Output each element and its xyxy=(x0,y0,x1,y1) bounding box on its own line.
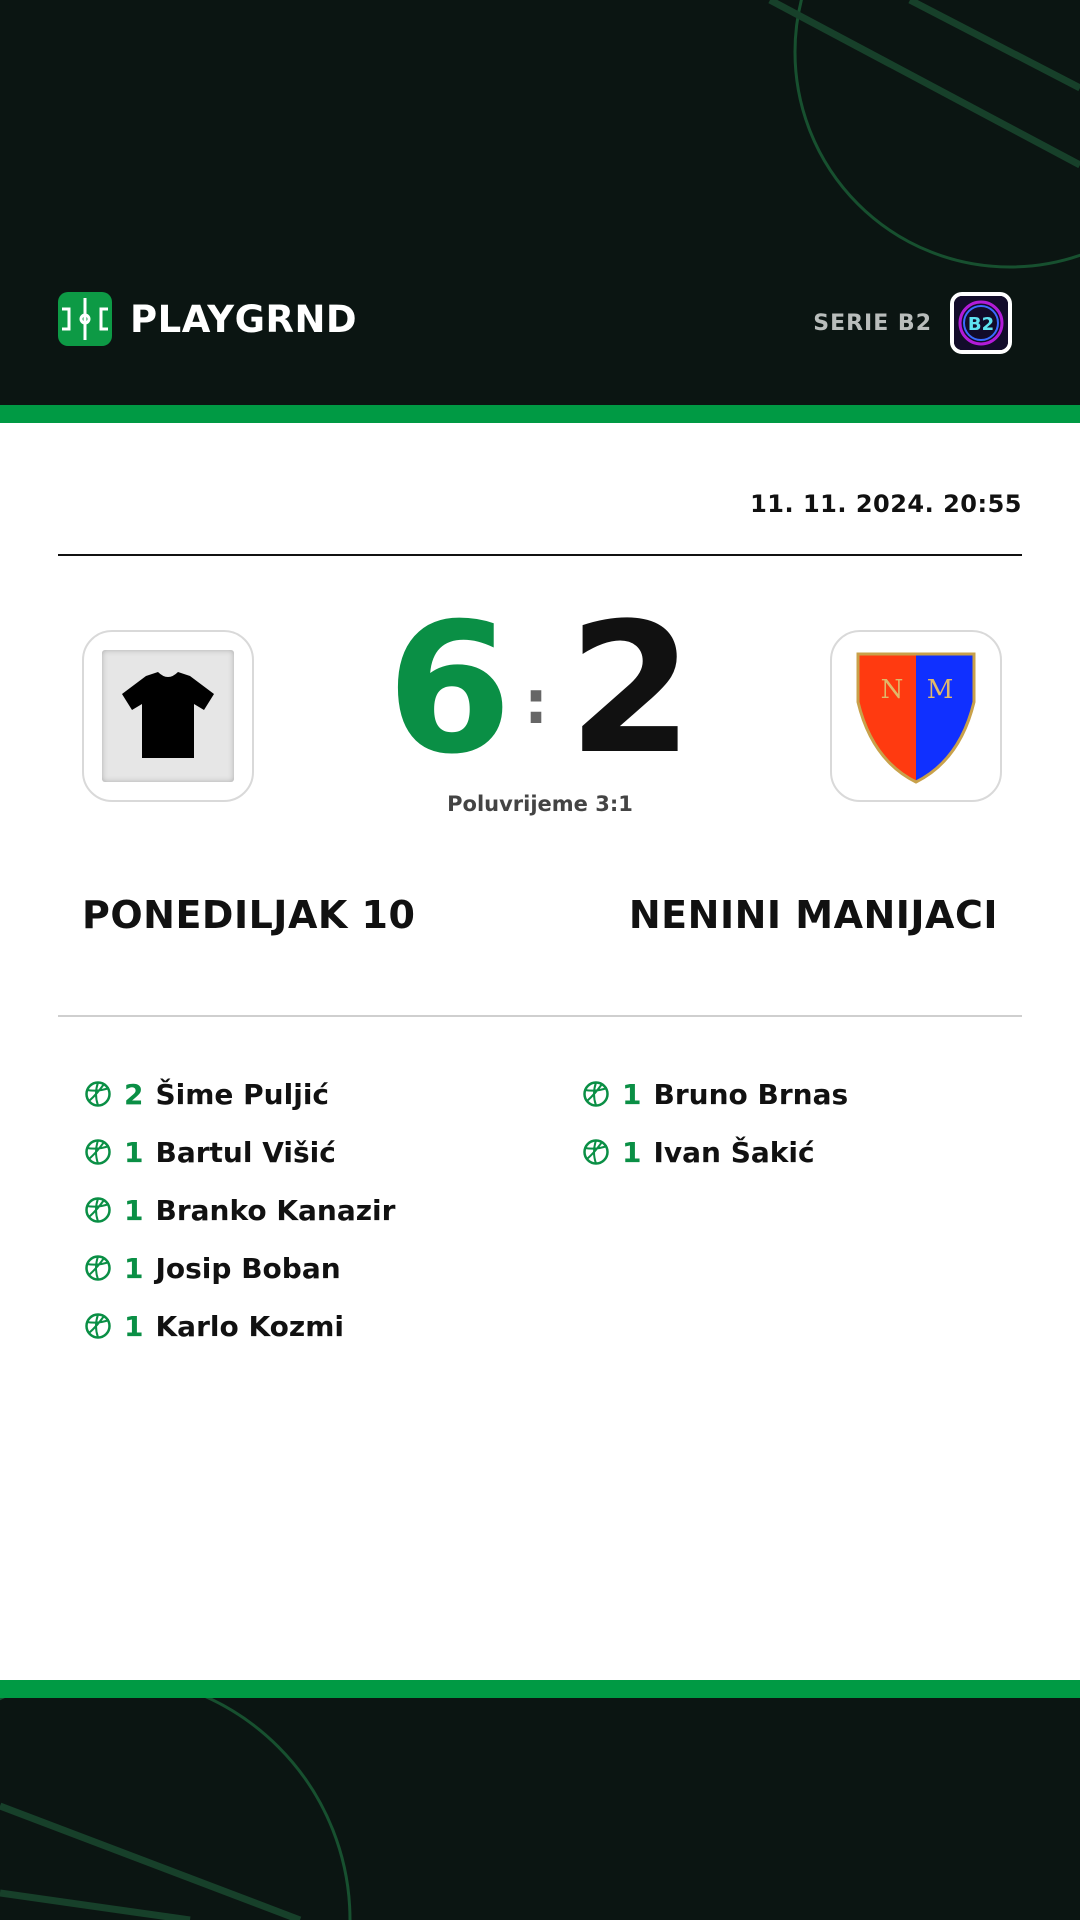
away-team-name: NENINI MANIJACI xyxy=(628,893,998,937)
crest-letter-n: N xyxy=(880,675,904,705)
league-name: SERIE B2 xyxy=(813,310,932,336)
ball-icon xyxy=(84,1254,112,1282)
goal-count: 1 xyxy=(622,1135,642,1169)
player-name: Ivan Šakić xyxy=(653,1135,815,1169)
header xyxy=(0,0,1080,405)
ball-icon xyxy=(84,1138,112,1166)
goal-count: 1 xyxy=(622,1077,642,1111)
ball-icon xyxy=(582,1138,610,1166)
ball-icon xyxy=(84,1196,112,1224)
pitch-lines-decoration xyxy=(0,1698,1080,1920)
divider xyxy=(58,1015,1022,1017)
accent-stripe xyxy=(0,1680,1080,1698)
league-logo xyxy=(950,292,1012,354)
scorer-row xyxy=(84,1065,395,1123)
brand-name: PLAYGRND xyxy=(130,297,358,341)
score-separator: : xyxy=(524,668,548,738)
home-score: 6 xyxy=(386,585,512,794)
player-name: Josip Boban xyxy=(155,1251,341,1285)
scorer-row xyxy=(84,1123,395,1181)
player-name: Branko Kanazir xyxy=(155,1193,396,1227)
player-name: Šime Puljić xyxy=(155,1077,330,1111)
match-datetime: 11. 11. 2024. 20:55 xyxy=(750,490,1022,518)
brand xyxy=(58,292,357,346)
crest-letter-m: M xyxy=(926,675,954,705)
divider xyxy=(58,554,1022,556)
league xyxy=(813,292,1012,354)
halftime-score: Poluvrijeme 3:1 xyxy=(447,792,633,816)
ball-icon xyxy=(84,1312,112,1340)
away-scorers-list xyxy=(582,1065,848,1181)
player-name: Karlo Kozmi xyxy=(155,1309,344,1343)
scoreline xyxy=(0,585,1080,794)
league-logo-text: B2 xyxy=(967,314,995,335)
away-score: 2 xyxy=(568,585,694,794)
ball-icon xyxy=(84,1080,112,1108)
scorer-row xyxy=(84,1181,395,1239)
footer xyxy=(0,1698,1080,1920)
scorer-row xyxy=(582,1065,848,1123)
ball-icon xyxy=(582,1080,610,1108)
scorer-row xyxy=(84,1297,395,1355)
accent-stripe xyxy=(0,405,1080,423)
player-name: Bruno Brnas xyxy=(653,1077,849,1111)
goal-count: 1 xyxy=(124,1309,144,1343)
scorer-row xyxy=(84,1239,395,1297)
player-name: Bartul Višić xyxy=(155,1135,336,1169)
goal-count: 2 xyxy=(124,1077,144,1111)
home-team-name: PONEDILJAK 10 xyxy=(82,893,416,937)
goal-count: 1 xyxy=(124,1251,144,1285)
home-scorers-list xyxy=(84,1065,395,1355)
scorer-row xyxy=(582,1123,848,1181)
pitch-icon xyxy=(58,292,112,346)
goal-count: 1 xyxy=(124,1135,144,1169)
goal-count: 1 xyxy=(124,1193,144,1227)
